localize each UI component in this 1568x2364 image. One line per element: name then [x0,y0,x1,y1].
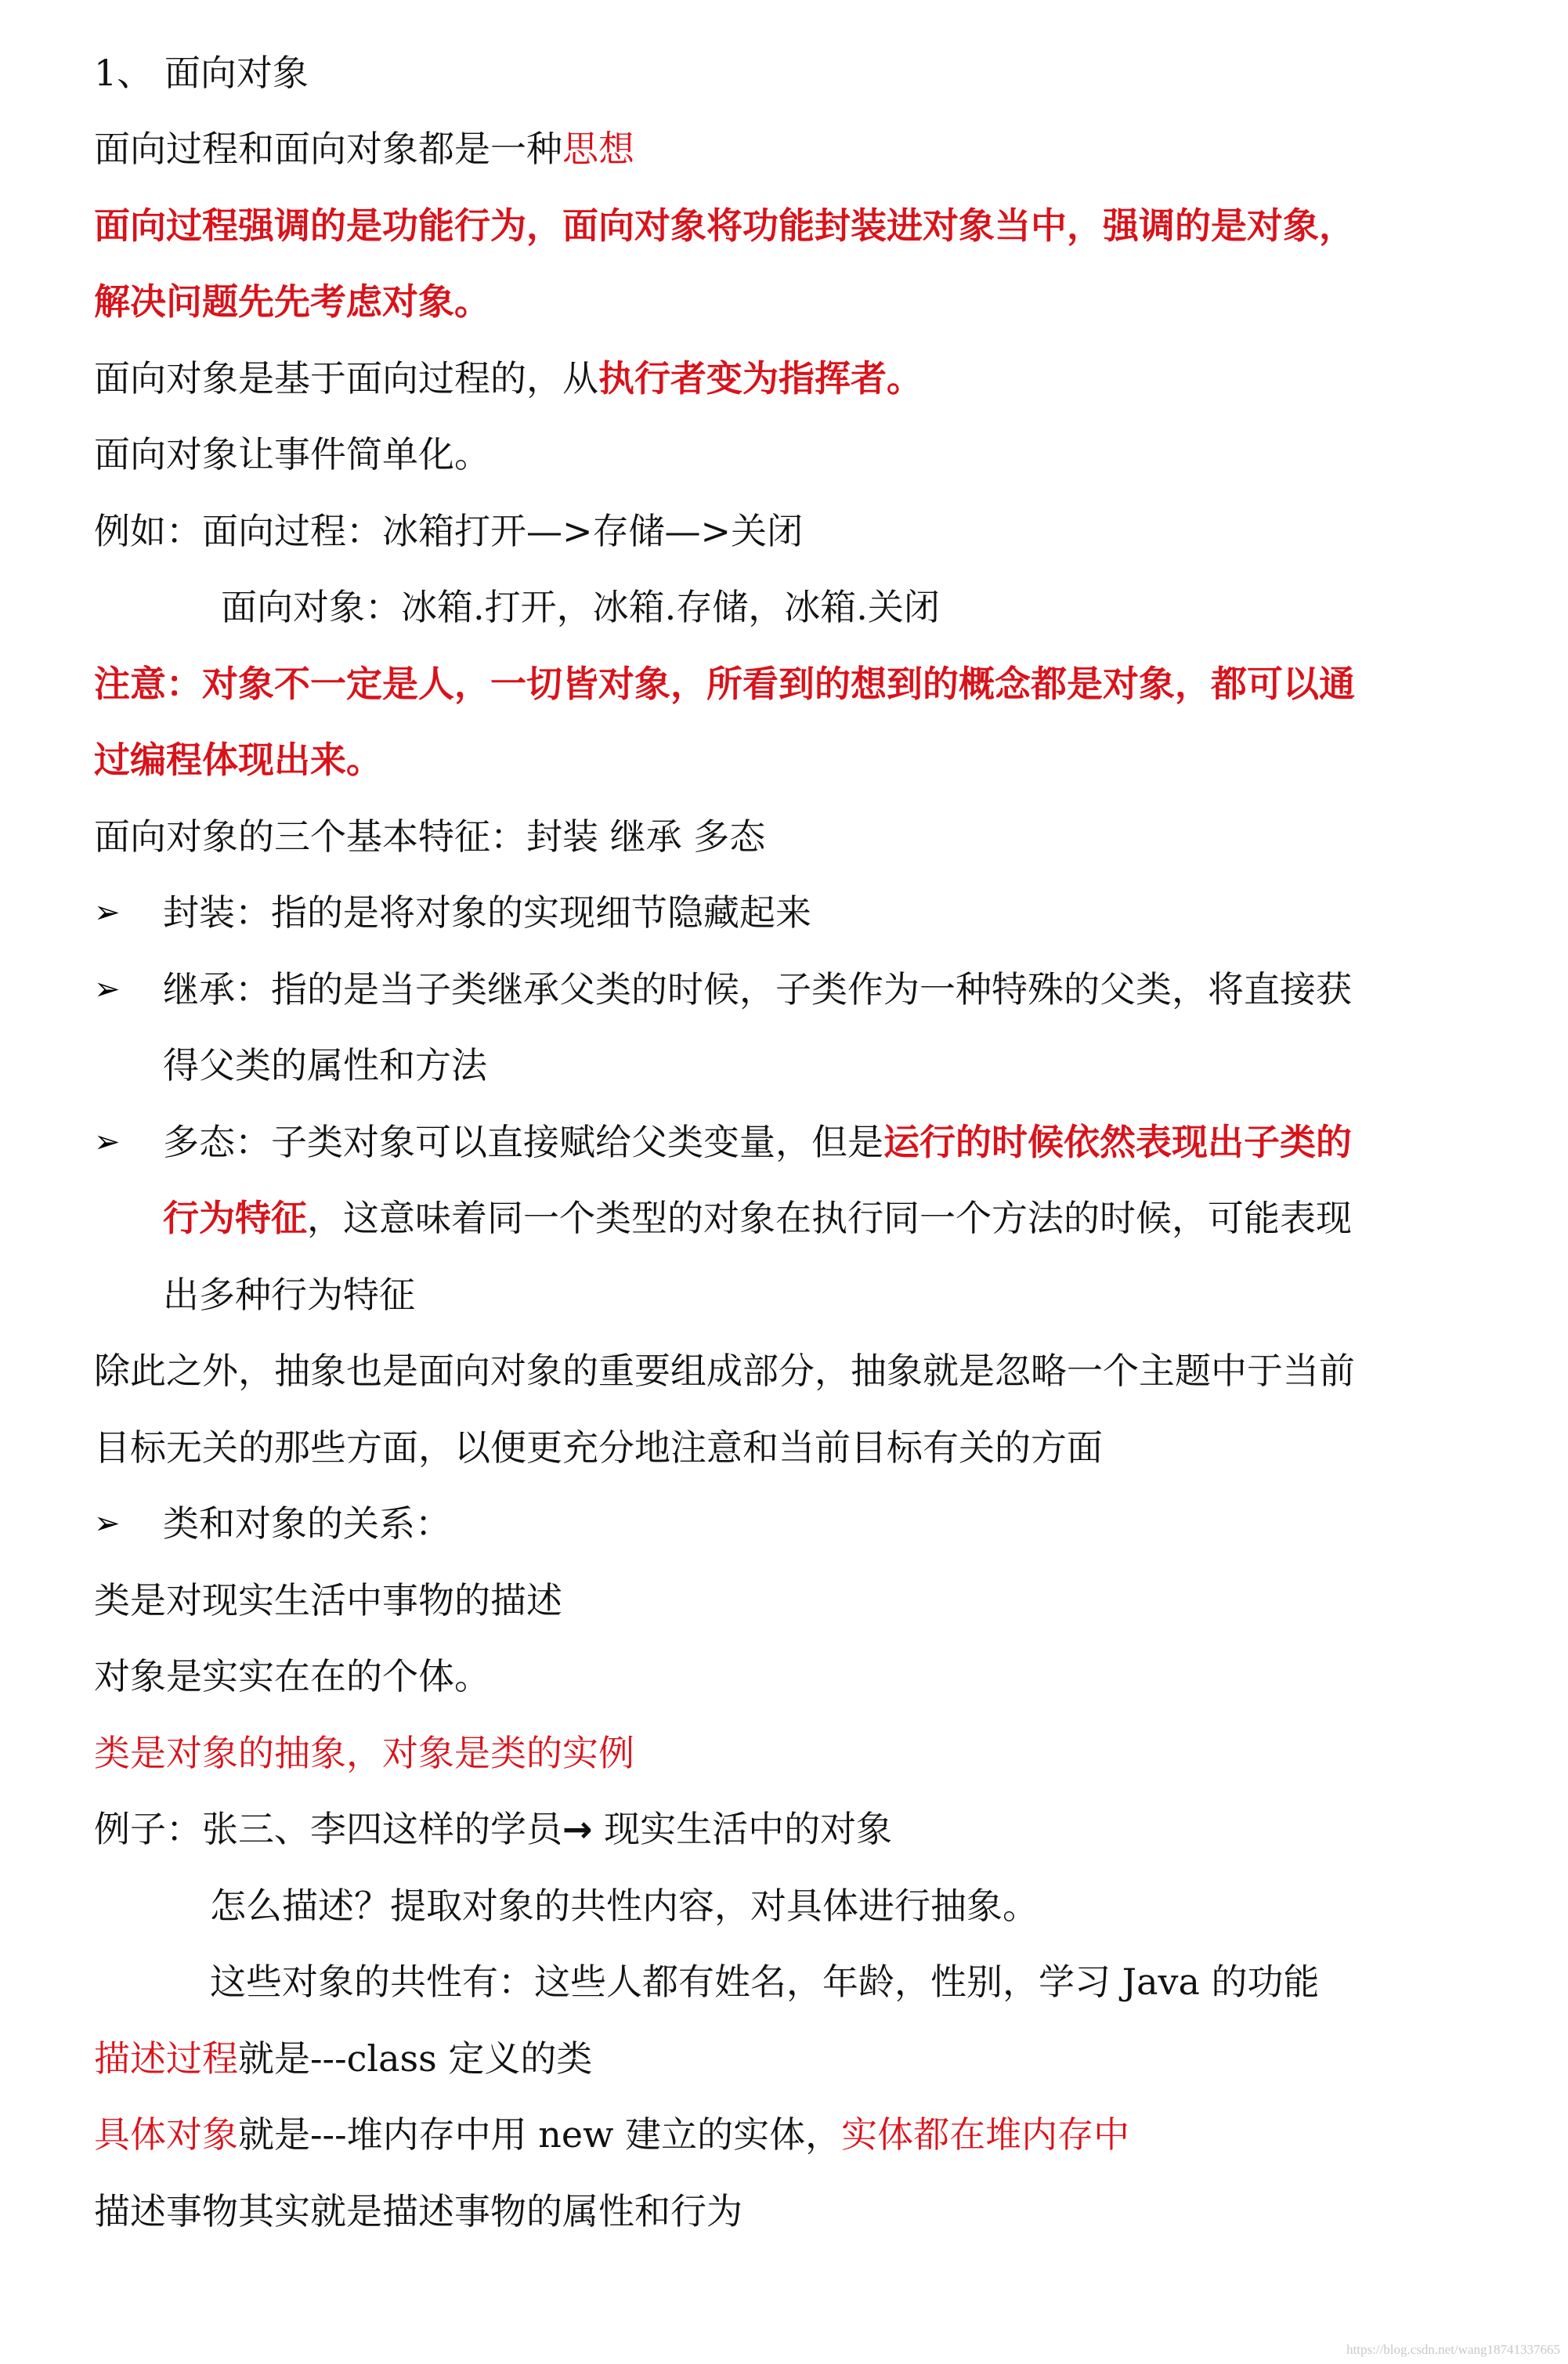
section-heading: 1、 面向对象 [94,52,309,94]
note-line-red: 过编程体现出来。 [94,739,382,781]
bullet-polymorphism-cont: 出多种行为特征 [163,1274,415,1316]
bullet-arrow-icon: ➢ [94,1124,121,1160]
describe-process-line [94,2020,592,2097]
class-object-summary: 类是对象的抽象，对象是类的实例 [94,1732,634,1774]
paragraph-line-red: 面向过程强调的是功能行为，面向对象将功能封装进对象当中，强调的是对象， [94,204,1355,247]
object-description: 对象是实实在在的个体。 [94,1655,490,1697]
paragraph-line [94,110,634,187]
bullet-encapsulation: 封装：指的是将对象的实现细节隐藏起来 [163,891,811,934]
paragraph-line [94,340,923,417]
bullet-arrow-icon: ➢ [94,1506,121,1542]
bullet-arrow-icon: ➢ [94,895,121,931]
text-normal: 例子：张三、李四这样的学员 [94,1808,562,1850]
class-description: 类是对现实生活中事物的描述 [94,1579,562,1621]
bullet-inheritance-cont: 得父类的属性和方法 [163,1044,487,1086]
text-highlight-red: 描述过程 [94,2037,238,2080]
paragraph-line-red: 解决问题先先考虑对象。 [94,280,490,323]
text-normal: ，这意味着同一个类型的对象在执行同一个方法的时候，可能表现 [307,1197,1352,1239]
note-line-red: 注意：对象不一定是人，一切皆对象，所看到的想到的概念都是对象，都可以通 [94,663,1355,705]
common-traits-line: 这些对象的共性有：这些人都有姓名，年龄，性别，学习 Java 的功能 [210,1961,1320,2003]
text-normal: 现实生活中的对象 [592,1808,893,1850]
how-describe-line: 怎么描述？提取对象的共性内容，对具体进行抽象。 [210,1885,1039,1927]
text-highlight-red: 运行的时候依然表现出子类的 [883,1121,1352,1163]
text-normal: 就是---class 定义的类 [238,2037,593,2080]
text-normal: 面向对象是基于面向过程的，从 [94,357,598,399]
abstraction-line: 目标无关的那些方面，以便更充分地注意和当前目标有关的方面 [94,1426,1103,1469]
bullet-polymorphism [163,1104,1352,1180]
bullet-arrow-icon: ➢ [94,971,121,1007]
abstraction-line: 除此之外，抽象也是面向对象的重要组成部分，抽象就是忽略一个主题中于当前 [94,1350,1355,1392]
paragraph-line: 面向对象让事件简单化。 [94,433,490,475]
text-highlight-red: 思想 [562,128,634,170]
features-line: 面向对象的三个基本特征：封装 继承 多态 [94,815,766,858]
text-highlight-red: 行为特征 [163,1197,307,1239]
final-line: 描述事物其实就是描述事物的属性和行为 [94,2190,742,2232]
example-line [94,1791,892,1867]
example-oop: 面向对象：冰箱.打开，冰箱.存储，冰箱.关闭 [221,586,940,628]
text-highlight-red: 执行者变为指挥者。 [598,357,923,399]
bullet-inheritance: 继承：指的是当子类继承父类的时候，子类作为一种特殊的父类，将直接获 [163,968,1352,1010]
bullet-polymorphism-cont [163,1180,1352,1256]
text-normal: 就是---堆内存中用 new 建立的实体， [238,2113,842,2156]
text-normal: 多态：子类对象可以直接赋给父类变量，但是 [163,1121,883,1163]
bullet-class-object-relation: 类和对象的关系： [163,1502,451,1545]
right-arrow-icon: → [562,1808,593,1850]
watermark: https://blog.csdn.net/wang18741337665 [1346,2342,1560,2357]
text-normal: 面向过程和面向对象都是一种 [94,128,562,170]
text-highlight-red: 具体对象 [94,2113,238,2156]
text-highlight-red: 实体都在堆内存中 [841,2113,1130,2156]
example-procedural: 例如：面向过程：冰箱打开—>存储—>关闭 [94,510,804,552]
concrete-object-line [94,2096,1129,2173]
